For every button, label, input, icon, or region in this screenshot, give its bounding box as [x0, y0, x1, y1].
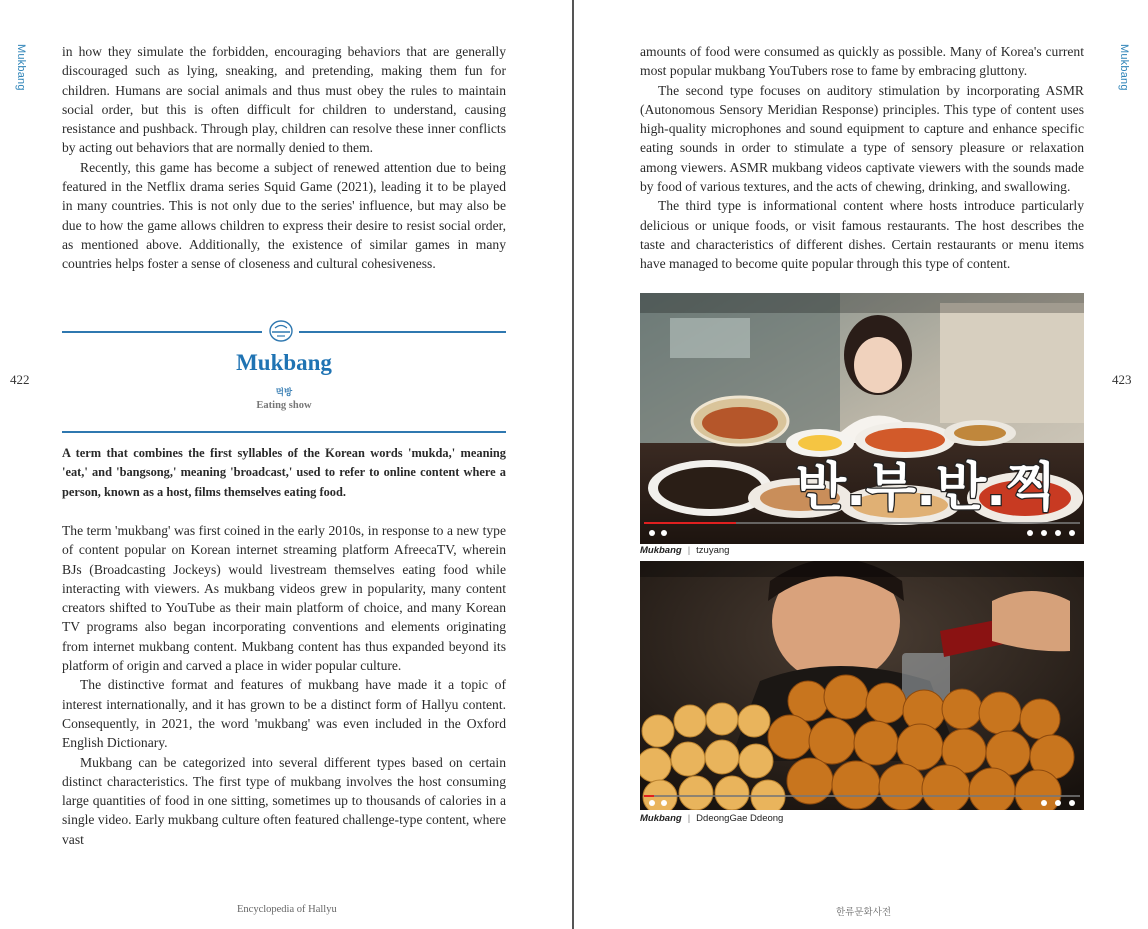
caption-separator: |	[687, 545, 691, 556]
left-top-paragraph-2: Recently, this game has become a subject of renewed attention due to being featured in the Netflix drama series Squid Game (2021), leading it to be played in many countries. This is not only due to the series' influence, but may also be due to how the game allows children to express their desire to resist social order, as mentioned above. Additionally, the existence of similar games in many countries helps foster a sense of closeness and cultural cohesiveness.	[62, 159, 506, 272]
right-paragraph-2: The second type focuses on auditory stimulation by incorporating ASMR (Autonomous Sensory Meridian Response) principles. This type of content uses high-quality microphones and sound equipment to capture and enhance specific eating sounds in order to stimulate a type of sensory pleasure or relaxation among viewers. ASMR mukbang videos captivate viewers with the sounds made by food of various textures, and the acts of chewing, drinking, and swallowing.	[640, 82, 1084, 195]
right-footer: 한류문화사전	[836, 907, 892, 918]
photo-1-caption-label: Mukbang	[640, 545, 682, 556]
photo-2-caption-label: Mukbang	[640, 813, 682, 824]
left-top-paragraph-1: in how they simulate the forbidden, encouraging behaviors that are generally discouraged such as lying, sneaking, and pretending, making them fun for children. Humans are social animals and thus must obey the rules to maintain social order, but this is often difficult for children to understand, causing resistance and pushback. Through play, children can resolve these inner conflicts by acting out behaviors that are normally denied to them.	[62, 44, 506, 156]
entry-definition: A term that combines the first syllables of the Korean words 'mukda,' meaning 'eat,' and 'bangsong,' meaning 'broadcast,' used to refer to online content where a person, known as a host, films themselves eating food.	[62, 446, 506, 499]
video-overlay-text: 반.부.반.찍	[795, 458, 1057, 518]
right-top-text	[640, 42, 1084, 274]
photo-1-caption-credit: tzuyang	[696, 545, 730, 556]
left-page	[0, 0, 572, 929]
mukbang-photo-1	[640, 293, 1084, 544]
rice-bowl-icon	[268, 319, 294, 343]
entry-subtitle: Eating show	[256, 400, 312, 411]
entry-divider	[62, 431, 506, 433]
entry-ornament	[62, 318, 506, 344]
entry-title: Mukbang	[236, 350, 332, 375]
left-body-paragraph-2: The distinctive format and features of mukbang have made it a topic of interest internationally, and it has grown to be a distinct form of Hallyu content. Consequently, in 2021, the word 'mukbang' was even included in the Oxford English Dictionary.	[62, 677, 506, 751]
entry-korean-term: 먹방	[275, 388, 293, 398]
left-body-text	[62, 521, 506, 849]
left-top-text	[62, 42, 506, 274]
left-footer: Encyclopedia of Hallyu	[237, 904, 337, 915]
caption-separator: |	[687, 813, 691, 824]
right-page-number: 423	[1112, 372, 1132, 387]
right-page	[574, 0, 1148, 929]
photo-1-caption	[640, 545, 729, 556]
right-side-label: Mukbang	[1118, 44, 1130, 91]
left-body-paragraph-1: The term 'mukbang' was first coined in the early 2010s, in response to a new type of content popular on Korean internet streaming platform AfreecaTV, wherein BJs (Broadcasting Jockeys) would livestream themselves eating food while interacting with viewers. As mukbang videos grew in popularity, many content creators shifted to YouTube as their main platform of choice, and many Korean TV programs also began incorporating conventions and elements originating from internet mukbang content. Mukbang content has thus expanded beyond its platform of origin and carved a place in wider popular culture.	[62, 523, 506, 674]
left-side-label: Mukbang	[15, 44, 27, 91]
right-paragraph-1: amounts of food were consumed as quickly as possible. Many of Korea's current most popular mukbang YouTubers rose to fame by embracing gluttony.	[640, 44, 1084, 79]
right-paragraph-3: The third type is informational content where hosts introduce particularly delicious or unique foods, or visit famous restaurants. The host describes the taste and characteristics of different dishes. Certain restaurants or menu items have managed to become quite popular through this type of content.	[640, 198, 1084, 272]
mukbang-video-still-2	[640, 561, 1084, 810]
ornament-line-left	[62, 331, 262, 333]
photo-2-caption-credit: DdeongGae Ddeong	[696, 813, 784, 824]
left-body-paragraph-3: Mukbang can be categorized into several different types based on certain distinct characteristics. The first type of mukbang involves the host consuming large quantities of food in one sitting, sometimes up to thousands of calories in a single video. Early mukbang culture often featured challenge-type content, where vast	[62, 754, 506, 847]
mukbang-video-still-1	[640, 293, 1084, 544]
ornament-line-right	[299, 331, 506, 333]
mukbang-photo-2	[640, 561, 1084, 810]
left-page-number: 422	[10, 372, 30, 387]
photo-2-caption	[640, 813, 783, 824]
